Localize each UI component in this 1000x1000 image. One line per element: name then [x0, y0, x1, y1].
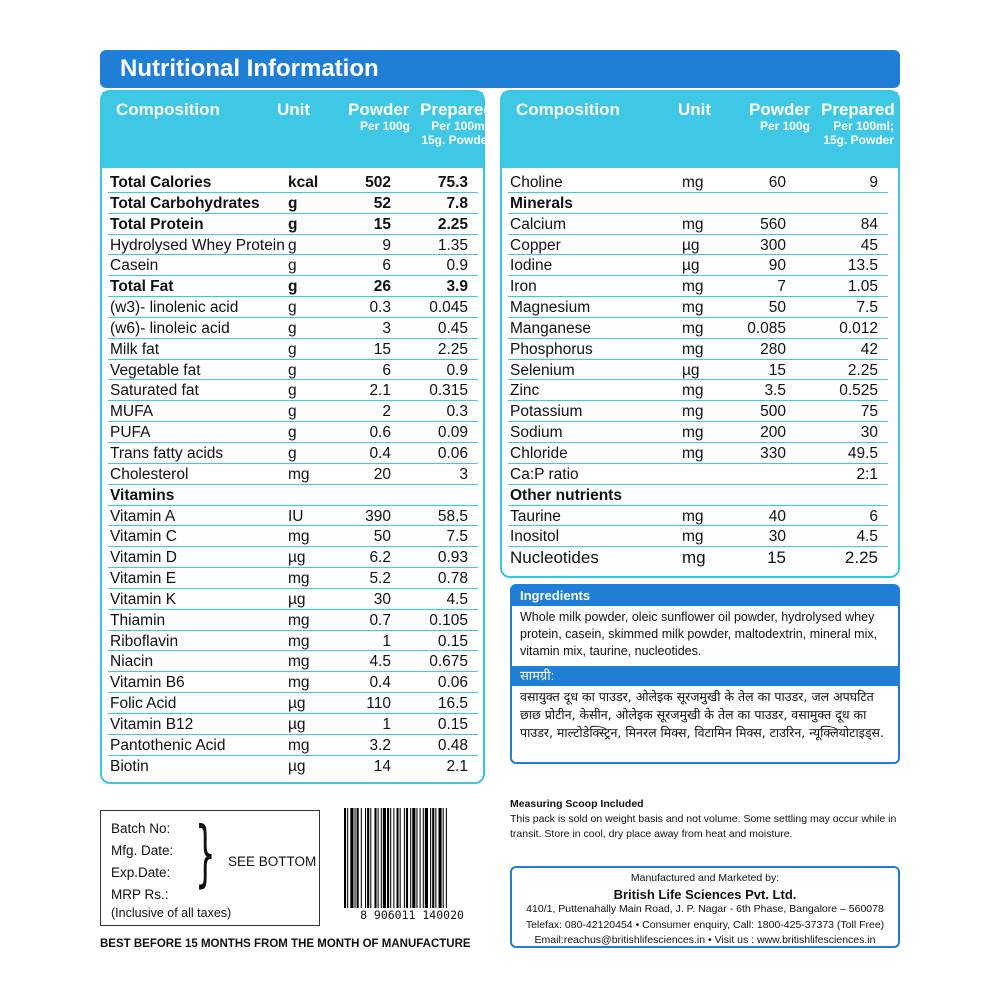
powder-value: 50 — [373, 528, 391, 546]
table-row — [508, 401, 888, 422]
table-row — [108, 318, 478, 339]
prepared-value: 6 — [869, 507, 878, 525]
table-row — [108, 610, 478, 631]
nutrient-unit: µg — [682, 361, 700, 379]
powder-value: 60 — [768, 174, 786, 191]
powder-value: 9 — [382, 236, 391, 254]
powder-value: 50 — [768, 299, 786, 317]
powder-value: 2.1 — [369, 382, 391, 400]
powder-value: 15 — [373, 215, 391, 233]
table-row — [508, 339, 888, 360]
prepared-value: 75.3 — [437, 174, 468, 191]
powder-value: 15 — [373, 340, 391, 358]
powder-value: 200 — [760, 424, 786, 442]
prepared-value: 0.3 — [446, 403, 468, 421]
prepared-value: 0.06 — [437, 444, 468, 462]
nutrient-unit: µg — [288, 715, 306, 733]
nutrient-name: (w6)- linoleic acid — [110, 319, 230, 337]
prepared-value: 49.5 — [847, 444, 878, 462]
nutrient-unit: µg — [682, 236, 700, 254]
table-row — [108, 756, 478, 777]
table-row — [508, 360, 888, 381]
col-prepared: Prepared — [821, 100, 895, 119]
powder-value: 1 — [382, 715, 391, 733]
table-row — [108, 526, 478, 547]
powder-value: 6 — [382, 361, 391, 379]
table-row — [108, 255, 478, 276]
nutrient-unit: g — [288, 382, 297, 400]
nutrient-name: Selenium — [510, 361, 575, 379]
nutrient-name: MUFA — [110, 403, 154, 421]
powder-value: 15 — [767, 548, 786, 568]
prepared-value: 2.25 — [847, 361, 878, 379]
table-row — [108, 672, 478, 693]
nutrient-unit: µg — [288, 695, 306, 713]
company-address: 410/1, Puttenahally Main Road, J. P. Nagar - 6th Phase, Bangalore – 560078 — [526, 903, 884, 915]
powder-value: 3 — [382, 319, 391, 337]
nutrient-name: Vitamin E — [110, 570, 177, 588]
prepared-value: 2.25 — [437, 215, 468, 233]
nutrient-unit: mg — [682, 340, 704, 358]
nutrient-unit: mg — [288, 611, 310, 629]
prepared-value: 0.78 — [437, 570, 468, 588]
barcode — [340, 808, 484, 926]
table-row — [108, 631, 478, 652]
rows-left — [108, 172, 478, 776]
col-composition: Composition — [516, 100, 620, 119]
nutrient-unit: µg — [288, 757, 306, 775]
powder-value: 560 — [760, 215, 786, 233]
nutrient-name: Trans fatty acids — [110, 444, 224, 462]
col-powder-sub: Per 100g — [359, 119, 410, 133]
nutrient-name: Calcium — [510, 215, 566, 233]
table-row — [508, 464, 888, 485]
nutrient-name: Folic Acid — [110, 695, 177, 713]
prepared-value: 0.45 — [437, 319, 468, 337]
ingredients-text: Whole milk powder, oleic sunflower oil powder, hydrolysed whey protein, casein, skimmed milk powder, maltodextrin, mineral mix, vitamin mix, taurine, nucleotides. — [520, 610, 878, 658]
see-bottom-label: SEE BOTTOM — [228, 854, 317, 869]
prepared-value: 0.675 — [429, 653, 468, 671]
prepared-value: 45 — [860, 236, 878, 254]
brace-icon: } — [195, 811, 216, 895]
nutrient-name: Casein — [110, 257, 159, 275]
nutrient-name: Cholesterol — [110, 465, 189, 483]
table-row — [108, 568, 478, 589]
nutrient-unit: g — [288, 424, 297, 442]
table-row — [108, 485, 478, 506]
prepared-value: 2:1 — [856, 465, 878, 483]
nutrient-unit: mg — [682, 548, 706, 568]
powder-value: 110 — [366, 695, 391, 713]
col-prepared: Prepared — [420, 100, 494, 119]
nutrient-unit: mg — [288, 465, 310, 483]
table-row — [108, 547, 478, 568]
prepared-value: 0.09 — [437, 424, 468, 442]
nutrient-name: Vegetable fat — [110, 361, 201, 379]
prepared-value: 0.315 — [429, 382, 468, 400]
powder-value: 40 — [768, 507, 786, 525]
prepared-value: 3 — [459, 465, 468, 483]
nutrient-name: Total Carbohydrates — [110, 194, 260, 212]
table-row — [108, 464, 478, 485]
nutrient-name: Saturated fat — [110, 382, 199, 400]
table-header-right — [502, 92, 898, 168]
powder-value: 0.3 — [369, 299, 391, 317]
prepared-value: 0.525 — [839, 382, 878, 400]
powder-value: 300 — [760, 236, 786, 254]
powder-value: 90 — [768, 257, 786, 275]
powder-value: 3.5 — [764, 382, 786, 400]
prepared-value: 13.5 — [847, 257, 878, 275]
prepared-value: 7.8 — [446, 194, 468, 212]
batch-info-box — [100, 810, 320, 926]
powder-value: 3.2 — [369, 736, 391, 754]
table-row — [108, 651, 478, 672]
nutrient-unit: mg — [682, 403, 704, 421]
nutrient-name: Total Calories — [110, 174, 212, 191]
prepared-value: 42 — [860, 340, 878, 358]
powder-value: 14 — [373, 757, 391, 775]
powder-value: 0.085 — [747, 319, 786, 337]
nutrient-unit: g — [288, 215, 298, 233]
nutrient-name: Ca:P ratio — [510, 465, 579, 483]
title-bar — [100, 50, 900, 88]
powder-value: 20 — [373, 465, 391, 483]
nutrient-name: Vitamins — [110, 486, 175, 504]
nutrient-name: Inositol — [510, 528, 560, 546]
prepared-value: 58.5 — [437, 507, 468, 525]
nutrient-unit: mg — [682, 215, 704, 233]
powder-value: 330 — [760, 444, 786, 462]
prepared-value: 4.5 — [856, 528, 878, 546]
col-powder: Powder — [348, 100, 410, 119]
prepared-value: 3.9 — [446, 278, 468, 296]
nutrient-unit: mg — [288, 570, 310, 588]
prepared-value: 30 — [860, 424, 878, 442]
prepared-value: 2.25 — [844, 548, 878, 568]
prepared-value: 0.15 — [437, 715, 468, 733]
table-row — [508, 526, 888, 547]
best-before-note: BEST BEFORE 15 MONTHS FROM THE MONTH OF MANUFACTURE — [100, 938, 471, 950]
prepared-value: 1.05 — [847, 278, 878, 296]
nutrient-name: Riboflavin — [110, 632, 179, 650]
nutrient-unit: mg — [288, 653, 310, 671]
nutrient-unit: mg — [682, 382, 704, 400]
prepared-value: 2.25 — [437, 340, 468, 358]
table-row — [108, 401, 478, 422]
prepared-value: 7.5 — [446, 528, 468, 546]
table-row — [108, 589, 478, 610]
nutrient-unit: µg — [288, 549, 306, 567]
table-row — [508, 276, 888, 297]
manufacturer-box — [510, 866, 900, 948]
nutrient-name: Taurine — [510, 507, 561, 525]
nutrient-name: Total Fat — [110, 278, 174, 296]
nutrient-unit: mg — [682, 174, 704, 191]
nutrient-name: Manganese — [510, 319, 592, 337]
col-unit: Unit — [277, 100, 311, 119]
nutrient-unit: µg — [682, 257, 700, 275]
col-prepared-sub2: 15g. Powder — [823, 133, 894, 147]
nutrient-unit: mg — [682, 507, 704, 525]
powder-value: 502 — [365, 174, 391, 191]
prepared-value: 84 — [860, 215, 878, 233]
nutrient-unit: IU — [288, 507, 304, 525]
powder-value: 280 — [760, 340, 786, 358]
nutrient-unit: µg — [288, 590, 306, 608]
powder-value: 500 — [760, 403, 786, 421]
nutrient-unit: g — [288, 403, 297, 421]
table-row — [508, 297, 888, 318]
scoop-text: This pack is sold on weight basis and not volume. Some settling may occur while in transit. Store in cool, dry place away from heat and moisture. — [510, 813, 897, 840]
powder-value: 5.2 — [369, 570, 391, 588]
nutrient-unit: mg — [682, 444, 704, 462]
table-row — [108, 714, 478, 735]
prepared-value: 7.5 — [856, 299, 878, 317]
table-row — [508, 214, 888, 235]
nutrient-unit: mg — [682, 278, 704, 296]
prepared-value: 2.1 — [446, 757, 468, 775]
prepared-value: 0.06 — [437, 674, 468, 692]
nutrient-name: Magnesium — [510, 299, 591, 317]
nutrient-name: Minerals — [510, 194, 573, 212]
nutrient-name: Total Protein — [110, 215, 204, 233]
nutrient-unit: mg — [288, 736, 310, 754]
nutrient-name: Milk fat — [110, 340, 160, 358]
prepared-value: 0.15 — [437, 632, 468, 650]
nutrient-name: Choline — [510, 174, 563, 191]
mrp-label: MRP Rs.: — [111, 887, 169, 902]
prepared-value: 1.35 — [437, 236, 468, 254]
page-title: Nutritional Information — [120, 55, 379, 82]
nutrient-name: Vitamin D — [110, 549, 177, 567]
col-composition: Composition — [116, 100, 220, 119]
nutrient-name: Iron — [510, 278, 537, 296]
nutrient-name: Pantothenic Acid — [110, 736, 226, 754]
ingredients-box — [510, 584, 900, 764]
table-row — [108, 172, 478, 193]
table-row — [508, 547, 888, 568]
rows-right — [508, 172, 888, 568]
nutrient-name: PUFA — [110, 424, 151, 442]
prepared-value: 75 — [860, 403, 878, 421]
table-row — [508, 443, 888, 464]
table-row — [108, 235, 478, 256]
prepared-value: 0.045 — [429, 299, 468, 317]
powder-value: 0.6 — [369, 424, 391, 442]
table-row — [508, 255, 888, 276]
nutrient-name: Vitamin C — [110, 528, 177, 546]
table-row — [108, 276, 478, 297]
powder-value: 390 — [365, 507, 391, 525]
mfg-date-label: Mfg. Date: — [111, 843, 174, 858]
nutrition-table-left — [100, 90, 494, 784]
col-powder-sub: Per 100g — [759, 119, 810, 133]
powder-value: 7 — [777, 278, 786, 296]
nutrient-name: Vitamin A — [110, 507, 176, 525]
nutrient-unit: g — [288, 194, 298, 212]
table-row — [508, 422, 888, 443]
nutrient-unit: g — [288, 444, 297, 462]
powder-value: 30 — [768, 528, 786, 546]
nutrient-name: Sodium — [510, 424, 563, 442]
nutrient-unit: mg — [288, 674, 310, 692]
nutrient-unit: g — [288, 299, 297, 317]
powder-value: 1 — [382, 632, 391, 650]
nutrient-unit: g — [288, 361, 297, 379]
nutrient-name: Phosphorus — [510, 340, 593, 358]
table-row — [108, 693, 478, 714]
col-unit: Unit — [678, 100, 712, 119]
nutrient-name: Vitamin K — [110, 590, 177, 608]
nutrient-unit: g — [288, 340, 297, 358]
prepared-value: 9 — [869, 174, 878, 191]
nutrient-unit: mg — [682, 299, 704, 317]
table-row — [508, 380, 888, 401]
table-row — [508, 485, 888, 506]
nutrient-name: Vitamin B6 — [110, 674, 185, 692]
nutrient-unit: mg — [682, 424, 704, 442]
company-name: British Life Sciences Pvt. Ltd. — [613, 886, 797, 902]
exp-date-label: Exp.Date: — [111, 865, 171, 880]
company-email: Email:reachus@britishlifesciences.in • Visit us : www.britishlifesciences.in — [534, 934, 876, 946]
nutrient-unit: g — [288, 257, 297, 275]
prepared-value: 0.105 — [429, 611, 468, 629]
nutrient-name: Thiamin — [110, 611, 166, 629]
nutrient-name: Other nutrients — [510, 486, 622, 504]
scoop-note — [510, 797, 905, 842]
col-prepared-sub1: Per 100ml; — [431, 119, 492, 133]
manufacturer-line: Manufactured and Marketed by: — [630, 872, 780, 884]
nutrient-name: (w3)- linolenic acid — [110, 299, 239, 317]
nutrient-unit: g — [288, 319, 297, 337]
powder-value: 4.5 — [369, 653, 391, 671]
table-row — [508, 506, 888, 527]
prepared-value: 4.5 — [446, 590, 468, 608]
nutrient-unit: g — [288, 278, 298, 296]
table-row — [108, 443, 478, 464]
nutrient-name: Niacin — [110, 653, 154, 671]
nutrient-name: Hydrolysed Whey Protein — [110, 236, 285, 254]
powder-value: 6.2 — [369, 549, 391, 567]
powder-value: 26 — [373, 278, 391, 296]
table-row — [108, 193, 478, 214]
nutrient-unit: g — [288, 236, 297, 254]
nutrient-name: Chloride — [510, 444, 568, 462]
col-prepared-sub1: Per 100ml; — [833, 119, 894, 133]
prepared-value: 0.012 — [839, 319, 878, 337]
powder-value: 2 — [382, 403, 391, 421]
nutrient-name: Nucleotides — [510, 548, 599, 568]
table-row — [108, 422, 478, 443]
table-row — [108, 360, 478, 381]
table-row — [108, 506, 478, 527]
powder-value: 0.4 — [369, 674, 391, 692]
col-prepared-sub2: 15g. Powder — [421, 133, 492, 147]
table-row — [108, 297, 478, 318]
prepared-value: 0.9 — [446, 361, 468, 379]
company-phone: Telefax: 080-42120454 • Consumer enquiry, Call: 1800-425-37373 (Toll Free) — [525, 918, 885, 931]
prepared-value: 0.48 — [437, 736, 468, 754]
col-powder: Powder — [749, 100, 811, 119]
powder-value: 30 — [373, 590, 391, 608]
table-row — [108, 339, 478, 360]
table-row — [108, 214, 478, 235]
nutrient-name: Iodine — [510, 257, 553, 275]
table-row — [508, 235, 888, 256]
nutrient-name: Copper — [510, 236, 561, 254]
nutrient-unit: mg — [288, 528, 310, 546]
ingredients-hindi-heading: सामग्री: — [512, 666, 898, 686]
taxes-note: (Inclusive of all taxes) — [111, 906, 232, 920]
ingredients-hindi-text: वसायुक्त दूध का पाउडर, ओलेइक सूरजमुखी के तेल का पाउडर, जल अपघटित छाछ प्रोटीन, केसीन, ओलेइक सूरजमुखी के तेल का पाउडर, वसामुक्त दूध का पाउडर, माल्टोडेक्स्ट्रिन, मिनरल मिक्स, विटामिन मिक्स, टाउरिन, न्यूक्लियोटाइड्स. — [520, 689, 884, 740]
nutrient-name: Zinc — [510, 382, 540, 400]
table-row — [508, 193, 888, 214]
nutrient-unit: mg — [288, 632, 310, 650]
powder-value: 0.7 — [369, 611, 391, 629]
nutrient-unit: kcal — [288, 174, 319, 191]
nutrient-name: Vitamin B12 — [110, 715, 194, 733]
table-row — [108, 735, 478, 756]
nutrient-name: Biotin — [110, 757, 149, 775]
nutrient-unit: mg — [682, 319, 704, 337]
nutrient-name: Potassium — [510, 403, 583, 421]
powder-value: 6 — [382, 257, 391, 275]
barcode-number: 8 906011 140020 — [340, 908, 484, 922]
nutrition-table-right — [500, 90, 900, 578]
table-header-left — [102, 92, 494, 168]
powder-value: 15 — [768, 361, 786, 379]
prepared-value: 0.9 — [446, 257, 468, 275]
table-row — [508, 318, 888, 339]
nutrient-unit: mg — [682, 528, 704, 546]
powder-value: 52 — [373, 194, 391, 212]
prepared-value: 16.5 — [437, 695, 468, 713]
powder-value: 0.4 — [369, 444, 391, 462]
ingredients-heading: Ingredients — [512, 586, 898, 606]
batch-no-label: Batch No: — [111, 821, 171, 836]
scoop-title: Measuring Scoop Included — [510, 798, 644, 810]
prepared-value: 0.93 — [437, 549, 468, 567]
table-row — [108, 380, 478, 401]
table-row — [508, 172, 888, 193]
